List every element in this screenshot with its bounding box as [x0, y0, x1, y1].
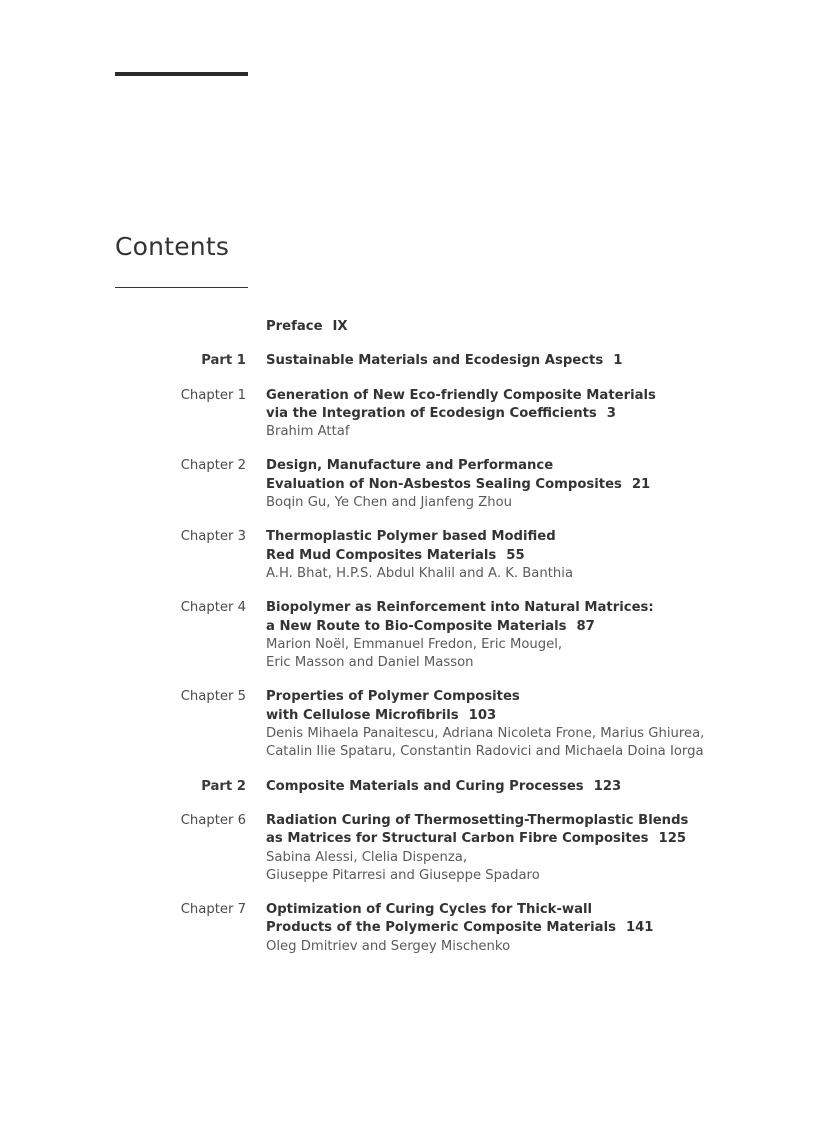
entry-body — [266, 352, 816, 370]
entry-title-line — [266, 688, 816, 706]
entry-title-line — [266, 547, 816, 565]
entry-title-text: Design, Manufacture and Performance — [266, 458, 554, 474]
entry-body — [266, 599, 816, 672]
entry-title-text: Red Mud Composites Materials — [266, 547, 497, 563]
entry-title-line — [266, 318, 816, 336]
entry-label: Chapter 5 — [180, 689, 246, 705]
page-number: IX — [332, 319, 348, 334]
entry-label: Chapter 2 — [180, 458, 246, 474]
entry-title-text: Preface — [266, 319, 323, 334]
page-number: 21 — [631, 476, 651, 492]
entry-authors: Giuseppe Pitarresi and Giuseppe Spadaro — [266, 867, 540, 883]
entry-label: Chapter 3 — [180, 529, 246, 545]
entry-body — [266, 812, 816, 885]
title-rule — [115, 287, 248, 288]
entry-title-line — [266, 457, 816, 475]
toc-entry — [0, 457, 816, 512]
entry-title-line — [266, 919, 816, 937]
toc-entry — [0, 528, 816, 583]
page-number: 141 — [625, 920, 654, 936]
entry-authors: Marion Noël, Emmanuel Fredon, Eric Mougel, — [266, 636, 563, 652]
entry-title-line — [266, 618, 816, 636]
toc-entry — [0, 688, 816, 761]
toc-entry — [0, 318, 816, 336]
entry-title-text: Biopolymer as Reinforcement into Natural Matrices: — [266, 600, 654, 616]
page-title: Contents — [115, 232, 230, 261]
entry-title-line — [266, 476, 816, 494]
page-number: 123 — [593, 778, 622, 794]
entry-title-line — [266, 528, 816, 546]
entry-authors: Sabina Alessi, Clelia Dispenza, — [266, 849, 468, 865]
entry-authors: A.H. Bhat, H.P.S. Abdul Khalil and A. K. Banthia — [266, 565, 574, 581]
toc-entry — [0, 599, 816, 672]
entry-title-text: Composite Materials and Curing Processes — [266, 778, 584, 794]
entry-label: Chapter 7 — [180, 902, 246, 918]
page-number: 125 — [658, 831, 687, 847]
entry-title-text: Radiation Curing of Thermosetting-Thermoplastic Blends — [266, 812, 689, 828]
entry-body — [266, 387, 816, 442]
entry-title-line — [266, 812, 816, 830]
entry-title-text: Generation of New Eco-friendly Composite Materials — [266, 387, 656, 403]
table-of-contents — [0, 318, 816, 972]
page-number: 3 — [606, 405, 616, 421]
entry-title-line — [266, 778, 816, 796]
entry-title-text: with Cellulose Microfibrils — [266, 707, 459, 723]
entry-body — [266, 778, 816, 796]
entry-body — [266, 688, 816, 761]
page-number: 55 — [506, 547, 525, 563]
entry-title-line — [266, 352, 816, 370]
toc-entry — [0, 387, 816, 442]
entry-authors: Eric Masson and Daniel Masson — [266, 655, 474, 671]
entry-title-text: a New Route to Bio-Composite Materials — [266, 618, 567, 634]
entry-authors: Boqin Gu, Ye Chen and Jianfeng Zhou — [266, 495, 512, 511]
toc-entry — [0, 778, 816, 796]
entry-title-line — [266, 901, 816, 919]
page-number: 87 — [576, 618, 595, 634]
top-rule — [115, 72, 248, 76]
entry-label: Part 2 — [201, 778, 246, 794]
entry-authors: Denis Mihaela Panaitescu, Adriana Nicoleta Frone, Marius Ghiurea, — [266, 726, 705, 742]
entry-title-text: Optimization of Curing Cycles for Thick-wall — [266, 902, 593, 918]
toc-entry — [0, 901, 816, 956]
entry-title-text: Evaluation of Non-Asbestos Sealing Composites — [266, 476, 622, 492]
page-number: 103 — [468, 707, 497, 723]
entry-body — [266, 457, 816, 512]
entry-title-line — [266, 387, 816, 405]
entry-title-line — [266, 405, 816, 423]
entry-title-text: Products of the Polymeric Composite Materials — [266, 920, 616, 936]
entry-body — [266, 528, 816, 583]
entry-title-text: Sustainable Materials and Ecodesign Aspects — [266, 353, 604, 369]
entry-title-line — [266, 830, 816, 848]
toc-entry — [0, 352, 816, 370]
entry-title-text: Properties of Polymer Composites — [266, 689, 520, 705]
entry-label: Chapter 6 — [180, 812, 246, 828]
entry-title-text: via the Integration of Ecodesign Coefficients — [266, 405, 597, 421]
entry-label: Chapter 1 — [180, 387, 246, 403]
entry-authors: Brahim Attaf — [266, 424, 350, 440]
entry-label: Part 1 — [201, 353, 246, 369]
entry-title-text: Thermoplastic Polymer based Modified — [266, 529, 556, 545]
toc-entry — [0, 812, 816, 885]
entry-label: Chapter 4 — [180, 600, 246, 616]
entry-title-line — [266, 707, 816, 725]
entry-title-line — [266, 599, 816, 617]
entry-body — [266, 901, 816, 956]
entry-title-text: as Matrices for Structural Carbon Fibre Composites — [266, 831, 649, 847]
entry-authors: Catalin Ilie Spataru, Constantin Radovici and Michaela Doina Iorga — [266, 744, 704, 760]
entry-body — [266, 318, 816, 336]
page-number: 1 — [613, 353, 623, 369]
entry-authors: Oleg Dmitriev and Sergey Mischenko — [266, 938, 511, 954]
